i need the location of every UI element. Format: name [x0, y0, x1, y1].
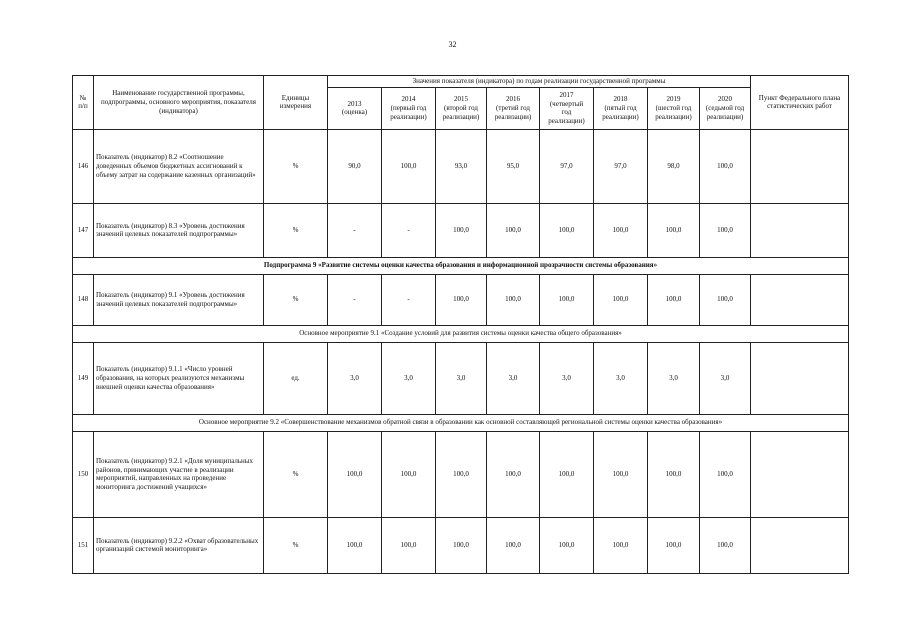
unit-cell: % [264, 129, 328, 203]
header-plan: Пункт Федерального плана статистических работ [751, 76, 849, 130]
value-cell: 100,0 [594, 431, 648, 517]
value-cell: 3,0 [648, 342, 700, 414]
value-cell: 100,0 [700, 517, 751, 573]
value-cell: 100,0 [436, 274, 487, 325]
header-year: 2014 (первый год реализации) [382, 87, 436, 129]
plan-cell [751, 203, 849, 257]
row-number: 151 [73, 517, 94, 573]
value-cell: 100,0 [700, 274, 751, 325]
table-row [73, 342, 849, 414]
indicator-name: Показатель (индикатор) 9.1 «Уровень достижения значений целевых показателей подпрограммы» [94, 274, 264, 325]
plan-cell [751, 342, 849, 414]
value-cell: 100,0 [436, 517, 487, 573]
indicator-table [72, 75, 849, 574]
header-year: 2015 (второй год реализации) [436, 87, 487, 129]
value-cell: 100,0 [594, 517, 648, 573]
row-number: 150 [73, 431, 94, 517]
section-heading: Основное мероприятие 9.2 «Совершенствование механизмов обратной связи в образовании как основной составляющей региональной системы оценки качества образования» [73, 414, 849, 431]
value-cell: - [382, 203, 436, 257]
unit-cell: % [264, 203, 328, 257]
value-cell: 100,0 [594, 203, 648, 257]
value-cell: 100,0 [382, 129, 436, 203]
value-cell: 3,0 [487, 342, 540, 414]
value-cell: 100,0 [700, 203, 751, 257]
header-unit: Единицы измерения [264, 76, 328, 130]
value-cell: - [328, 203, 382, 257]
value-cell: 100,0 [540, 431, 594, 517]
header-num: № п/п [73, 76, 94, 130]
table-row [73, 203, 849, 257]
value-cell: 100,0 [436, 431, 487, 517]
row-number: 148 [73, 274, 94, 325]
value-cell: 3,0 [382, 342, 436, 414]
value-cell: 100,0 [487, 203, 540, 257]
value-cell: 100,0 [700, 129, 751, 203]
value-cell: 3,0 [328, 342, 382, 414]
value-cell: - [328, 274, 382, 325]
table-row [73, 274, 849, 325]
value-cell: 100,0 [540, 203, 594, 257]
unit-cell: % [264, 431, 328, 517]
value-cell: 3,0 [594, 342, 648, 414]
value-cell: - [382, 274, 436, 325]
table-row [73, 517, 849, 573]
header-year: 2017 (четвертый год реализации) [540, 87, 594, 129]
value-cell: 100,0 [487, 517, 540, 573]
value-cell: 100,0 [540, 517, 594, 573]
header-year: 2018 (пятый год реализации) [594, 87, 648, 129]
value-cell: 93,0 [436, 129, 487, 203]
unit-cell: % [264, 517, 328, 573]
plan-cell [751, 274, 849, 325]
value-cell: 90,0 [328, 129, 382, 203]
indicator-name: Показатель (индикатор) 9.2.2 «Охват образовательных организаций системой мониторинга» [94, 517, 264, 573]
header-year: 2013 (оценка) [328, 87, 382, 129]
indicator-name: Показатель (индикатор) 9.1.1 «Число уровней образования, на которых реализуются механизмы внешней оценки качества образования» [94, 342, 264, 414]
value-cell: 100,0 [382, 517, 436, 573]
plan-cell [751, 517, 849, 573]
value-cell: 100,0 [648, 517, 700, 573]
plan-cell [751, 431, 849, 517]
section-heading: Основное мероприятие 9.1 «Создание условий для развития системы оценки качества общего образования» [73, 325, 849, 342]
value-cell: 98,0 [648, 129, 700, 203]
value-cell: 3,0 [540, 342, 594, 414]
value-cell: 100,0 [648, 203, 700, 257]
unit-cell: % [264, 274, 328, 325]
indicator-name: Показатель (индикатор) 8.3 «Уровень достижения значений целевых показателей подпрограммы» [94, 203, 264, 257]
row-number: 149 [73, 342, 94, 414]
row-number: 147 [73, 203, 94, 257]
indicator-name: Показатель (индикатор) 8.2 «Соотношение доведенных объемов бюджетных ассигнований к объему затрат на содержание казенных организаций» [94, 129, 264, 203]
value-cell: 97,0 [594, 129, 648, 203]
value-cell: 100,0 [648, 274, 700, 325]
section-heading: Подпрограмма 9 «Развитие системы оценки качества образования и информационной прозрачности системы образования» [73, 257, 849, 274]
value-cell: 100,0 [382, 431, 436, 517]
value-cell: 100,0 [487, 274, 540, 325]
value-cell: 97,0 [540, 129, 594, 203]
value-cell: 100,0 [487, 431, 540, 517]
value-cell: 100,0 [648, 431, 700, 517]
plan-cell [751, 129, 849, 203]
value-cell: 3,0 [436, 342, 487, 414]
indicator-name: Показатель (индикатор) 9.2.1 «Доля муниципальных районов, принимающих участие в реализации мероприятий, направленных на проведение мониторинга достижений учащихся» [94, 431, 264, 517]
table-row [73, 431, 849, 517]
value-cell: 100,0 [700, 431, 751, 517]
header-year: 2020 (седьмой год реализации) [700, 87, 751, 129]
value-cell: 3,0 [700, 342, 751, 414]
value-cell: 95,0 [487, 129, 540, 203]
page-number: 32 [448, 40, 457, 49]
unit-cell: ед. [264, 342, 328, 414]
value-cell: 100,0 [328, 517, 382, 573]
header-year: 2016 (третий год реализации) [487, 87, 540, 129]
row-number: 146 [73, 129, 94, 203]
header-name: Наименование государственной программы, подпрограммы, основного мероприятия, показателя (индикатора) [94, 76, 264, 130]
value-cell: 100,0 [328, 431, 382, 517]
header-year: 2019 (шестой год реализации) [648, 87, 700, 129]
value-cell: 100,0 [594, 274, 648, 325]
table-row [73, 129, 849, 203]
value-cell: 100,0 [540, 274, 594, 325]
value-cell: 100,0 [436, 203, 487, 257]
header-values-group: Значения показателя (индикатора) по годам реализации государственной программы [328, 76, 751, 88]
